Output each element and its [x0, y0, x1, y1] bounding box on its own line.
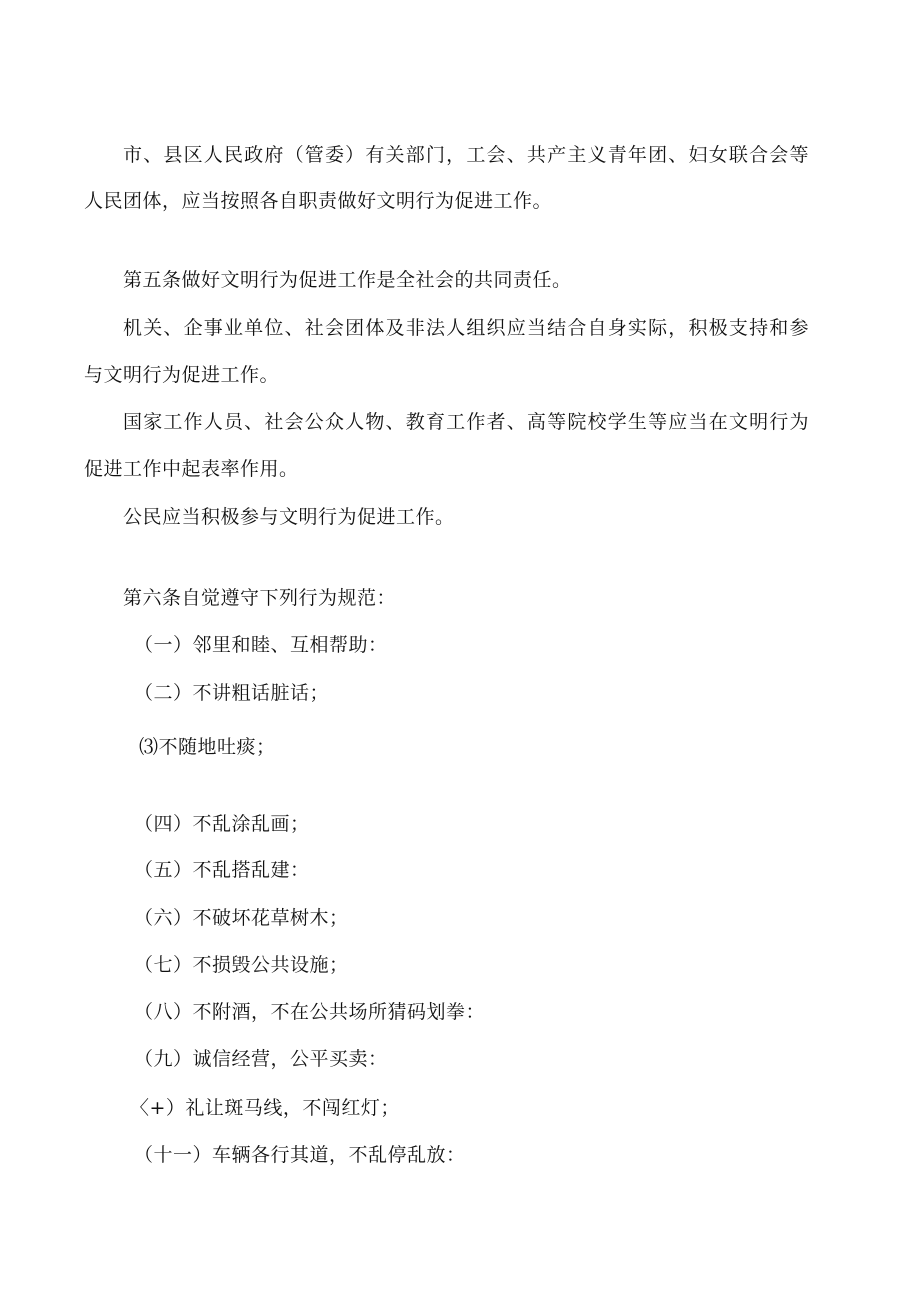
- list-item: 〈+）礼让斑马线，不闯红灯；: [130, 1097, 400, 1119]
- article-6-heading: 第六条自觉遵守下列行为规范：: [123, 587, 397, 609]
- paragraph-3-line-2: 与文明行为促进工作。: [84, 364, 280, 386]
- paragraph-3-line-1: 机关、企事业单位、社会团体及非法人组织应当结合自身实际，积极支持和参: [123, 317, 809, 339]
- list-item: （四）不乱涂乱画；: [134, 813, 310, 835]
- list-item: （七）不损毁公共设施；: [134, 954, 349, 976]
- paragraph-5-line-1: 公民应当积极参与文明行为促进工作。: [123, 506, 455, 528]
- paragraph-4-line-2: 促进工作中起表率作用。: [84, 458, 299, 480]
- list-item: （一）邻里和睦、互相帮助：: [134, 634, 388, 656]
- list-item: （十一）车辆各行其道，不乱停乱放：: [134, 1144, 466, 1166]
- list-item: （五）不乱搭乱建：: [134, 859, 310, 881]
- list-item: （二）不讲粗话脏话；: [134, 682, 330, 704]
- list-item: （六）不破坏花草树木；: [134, 907, 349, 929]
- paragraph-1-line-1: 市、县区人民政府（管委）有关部门，工会、共产主义青年团、妇女联合会等: [123, 144, 809, 166]
- list-item: ⑶不随地吐痰；: [139, 736, 276, 758]
- paragraph-4-line-1: 国家工作人员、社会公众人物、教育工作者、高等院校学生等应当在文明行为: [123, 411, 809, 433]
- article-5-heading: 第五条做好文明行为促进工作是全社会的共同责任。: [123, 269, 572, 291]
- list-item: （八）不附酒，不在公共场所猜码划拳：: [134, 1001, 486, 1023]
- list-item: （九）诚信经营，公平买卖：: [134, 1048, 388, 1070]
- paragraph-1-line-2: 人民团体，应当按照各自职责做好文明行为促进工作。: [84, 190, 553, 212]
